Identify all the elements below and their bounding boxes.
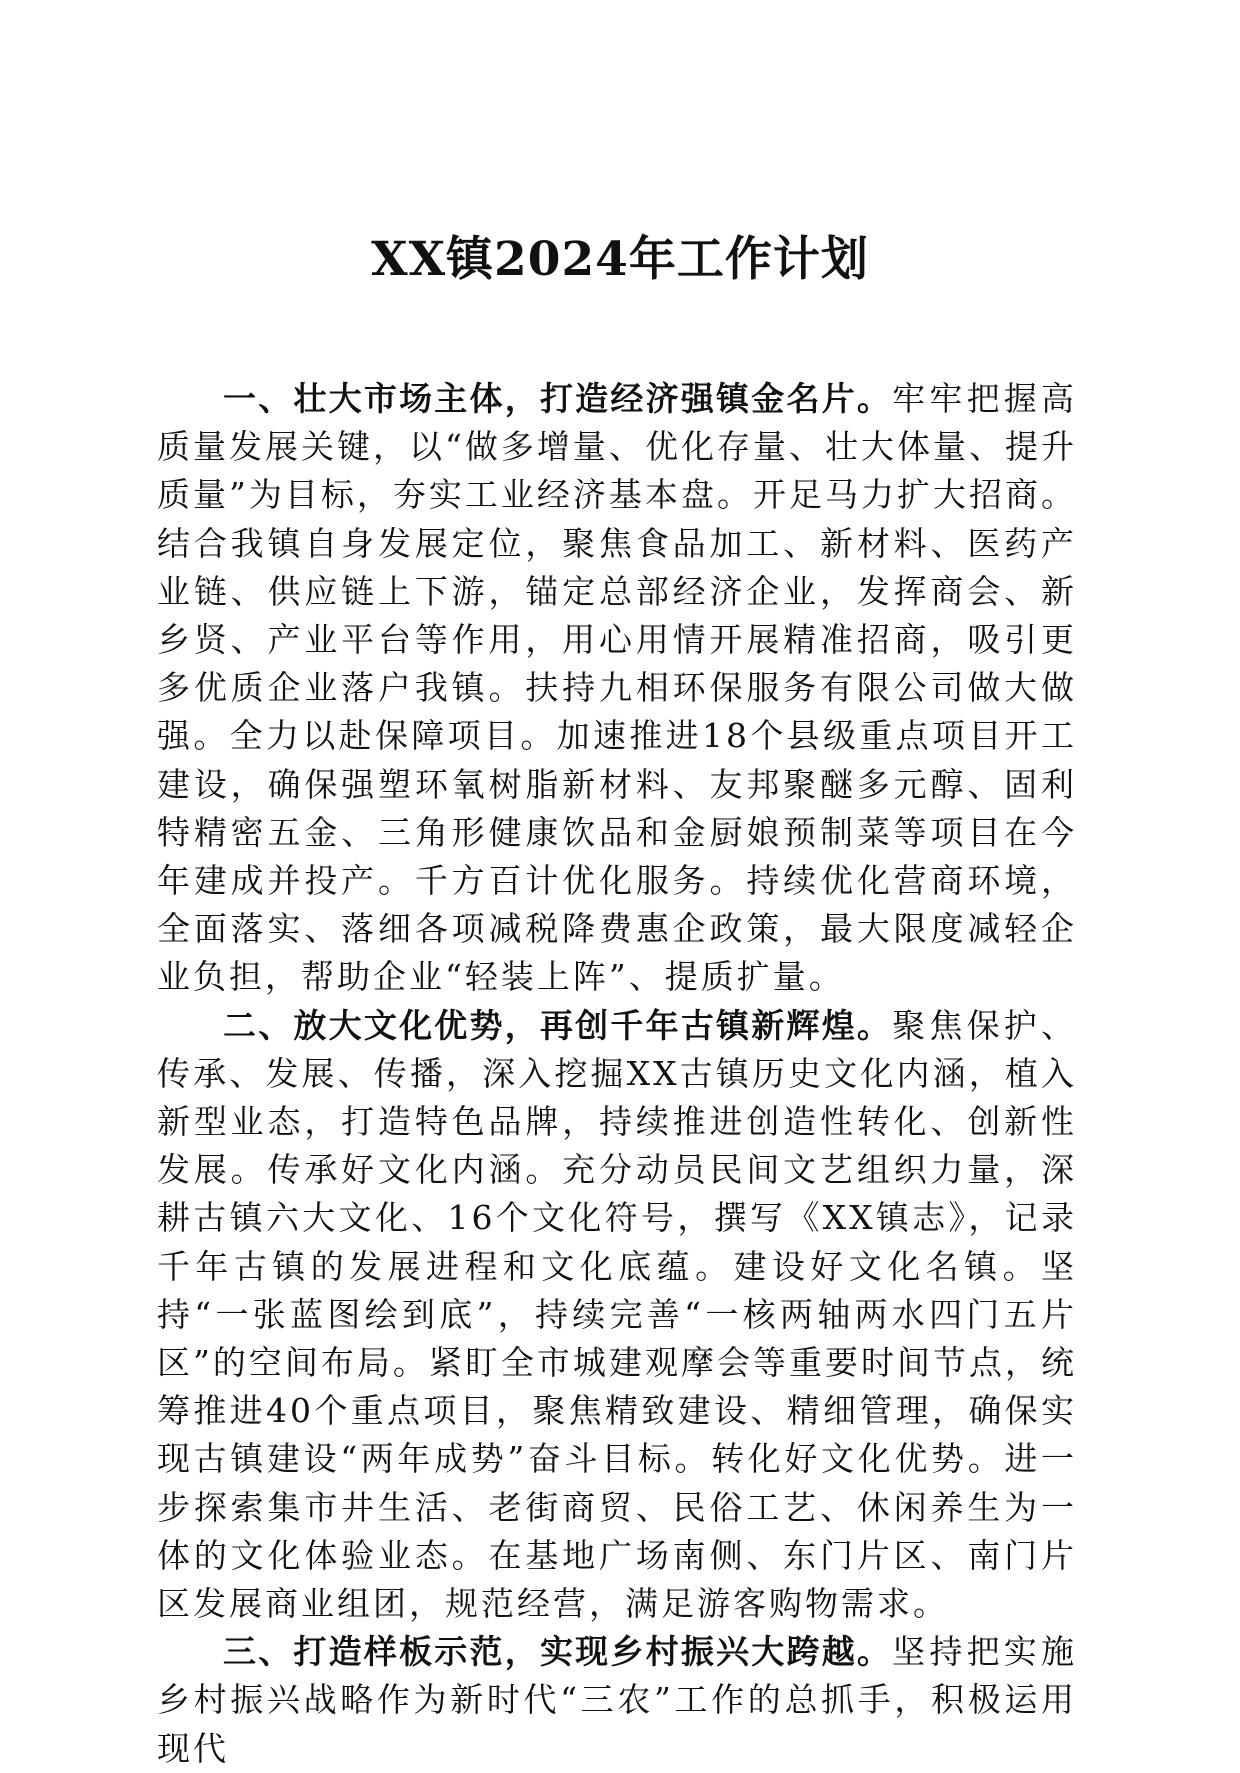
paragraph-2-text: 聚焦保护、传承、发展、传播，深入挖掘XX古镇历史文化内涵，植入新型业态，打造特色品牌，持续推进创造性转化、创新性发展。传承好文化内涵。充分动员民间文艺组织力量，深耕古镇六大文化、16个文化符号，撰写《XX镇志》，记录千年古镇的发展进程和文化底蕴。建设好文化名镇。坚持“一张蓝图绘到底”，持续完善“一核两轴两水四门五片区”的空间布局。紧盯全市城建观摩会等重要时间节点，统筹推进40个重点项目，聚焦精致建设、精细管理，确保实现古镇建设“两年成势”奋斗目标。转化好文化优势。进一步探索集市井生活、老街商贸、民俗工艺、休闲养生为一体的文化体验业态。在基地广场南侧、东门片区、南门片区发展商业组团，规范经营，满足游客购物需求。 <box>157 1005 1078 1624</box>
paragraph-3 <box>157 1628 1077 1773</box>
document-title: XX镇2024年工作计划 <box>371 232 869 287</box>
paragraph-1-text: 牢牢把握高质量发展关键，以“做多增量、优化存量、壮大体量、提升质量”为目标，夯实工业经济基本盘。开足马力扩大招商。结合我镇自身发展定位，聚焦食品加工、新材料、医药产业链、供应链上下游，锚定总部经济企业，发挥商会、新乡贤、产业平台等作用，用心用情开展精准招商，吸引更多优质企业落户我镇。扶持九相环保服务有限公司做大做强。全力以赴保障项目。加速推进18个县级重点项目开工建设，确保强塑环氧树脂新材料、友邦聚醚多元醇、固利特精密五金、三角形健康饮品和金厨娘预制菜等项目在今年建成并投产。千方百计优化服务。持续优化营商环境，全面落实、落细各项减税降费惠企政策，最大限度减轻企业负担，帮助企业“轻装上阵”、提质扩量。 <box>157 379 1078 997</box>
paragraph-2 <box>157 1002 1077 1629</box>
paragraph-3-text: 坚持把实施乡村振兴战略作为新时代“三农”工作的总抓手，积极运用现代 <box>157 1632 1078 1768</box>
document-body <box>157 375 1077 1773</box>
paragraph-3-heading: 三、打造样板示范，实现乡村振兴大跨越。 <box>223 1632 893 1672</box>
paragraph-2-heading: 二、放大文化优势，再创千年古镇新辉煌。 <box>223 1005 893 1045</box>
paragraph-1 <box>157 375 1077 1002</box>
paragraph-1-heading: 一、壮大市场主体，打造经济强镇金名片。 <box>223 379 893 418</box>
